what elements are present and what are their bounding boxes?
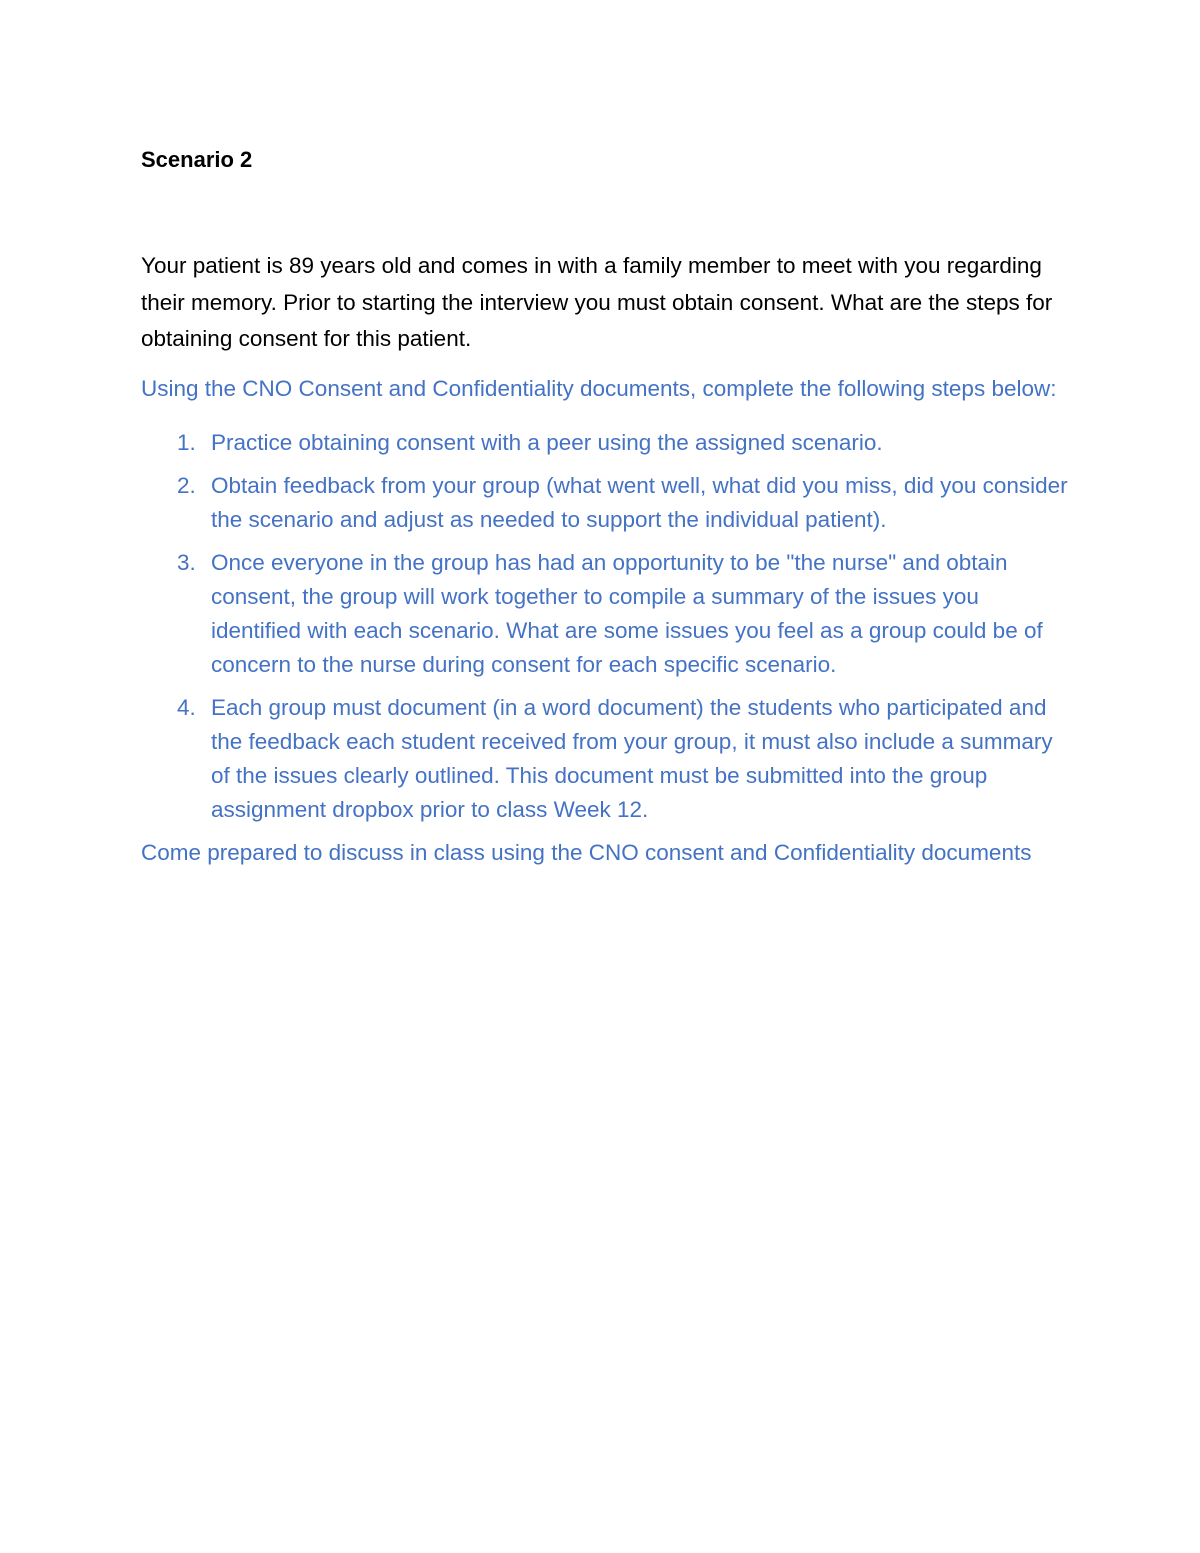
document-title: Scenario 2 xyxy=(141,147,253,172)
instruction-step xyxy=(141,469,1071,537)
instruction-step xyxy=(141,426,1071,460)
step-text: Practice obtaining consent with a peer using the assigned scenario. xyxy=(211,429,883,455)
step-number: 3. xyxy=(177,549,196,575)
instruction-steps-list xyxy=(141,426,1071,827)
step-number: 4. xyxy=(177,694,196,720)
step-text: Each group must document (in a word document) the students who participated and the feedback each student received from your group, it must also include a summary of the issues clearly outlined. This document must be submitted into the group assignment dropbox prior to class Week 12. xyxy=(211,694,1053,822)
step-number: 1. xyxy=(177,429,196,455)
instruction-step xyxy=(141,691,1071,827)
instruction-step xyxy=(141,546,1071,682)
instructions-intro: Using the CNO Consent and Confidentiality documents, complete the following steps below: xyxy=(141,375,1057,401)
step-text: Once everyone in the group has had an opportunity to be "the nurse" and obtain consent, the group will work together to compile a summary of the issues you identified with each scenario. What are some issues you feel as a group could be of concern to the nurse during consent for each specific scenario. xyxy=(211,549,1043,677)
scenario-description: Your patient is 89 years old and comes in with a family member to meet with you regarding their memory. Prior to starting the interview you must obtain consent. What are the steps for obtaining consent for this patient. xyxy=(141,253,1053,351)
step-number: 2. xyxy=(177,472,196,498)
closing-note: Come prepared to discuss in class using the CNO consent and Confidentiality documents xyxy=(141,839,1032,865)
step-text: Obtain feedback from your group (what went well, what did you miss, did you consider the scenario and adjust as needed to support the individual patient). xyxy=(211,472,1068,532)
document-content xyxy=(141,144,1071,870)
